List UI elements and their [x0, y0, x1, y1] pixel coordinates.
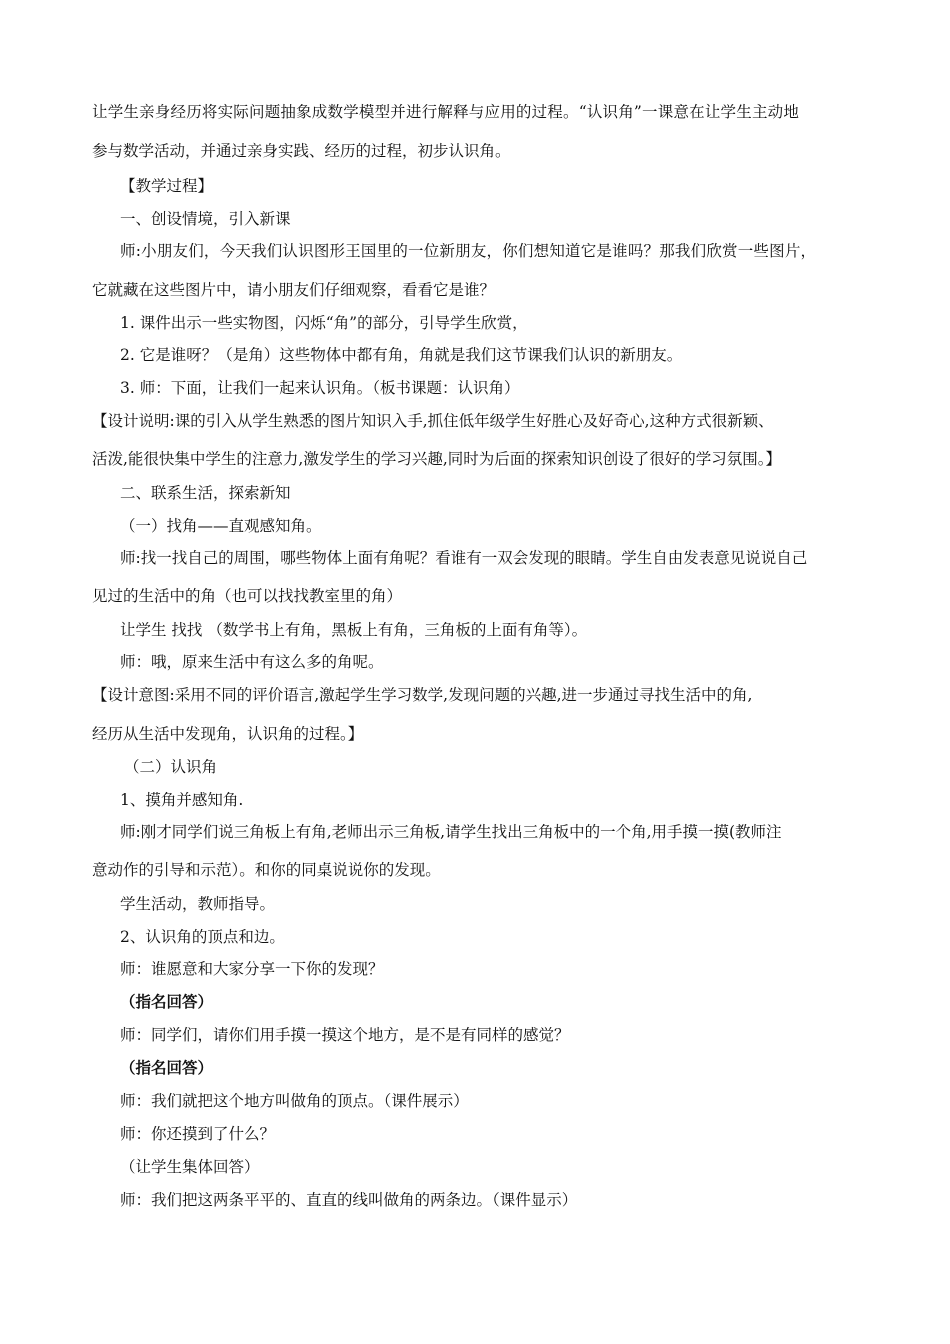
text-line: 学生活动，教师指导。 — [120, 895, 276, 913]
list-item: 2. 它是谁呀？（是角）这些物体中都有角，角就是我们这节课我们认识的新朋友。 — [120, 346, 683, 364]
design-note: 活泼,能很快集中学生的注意力,激发学生的学习兴趣,同时为后面的探索知识创设了很好的学习氛围。】 — [92, 450, 782, 468]
text-line: 1、摸角并感知角. — [120, 791, 244, 809]
text-line: 意动作的引导和示范）。和你的同桌说说你的发现。 — [92, 861, 441, 879]
text-line: 师:小朋友们，今天我们认识图形王国里的一位新朋友，你们想知道它是谁吗？那我们欣赏一些图片， — [120, 242, 817, 260]
bold-note: （指名回答） — [120, 992, 214, 1011]
list-item: 1. 课件出示一些实物图，闪烁“角”的部分，引导学生欣赏， — [120, 314, 528, 332]
section-heading: 【教学过程】 — [120, 177, 214, 195]
text-line: 师:找一找自己的周围，哪些物体上面有角呢？看谁有一双会发现的眼睛。学生自由发表意见说说自己 — [120, 549, 808, 567]
design-note: 经历从生活中发现角，认识角的过程。】 — [92, 725, 364, 743]
bold-note: （指名回答） — [120, 1058, 214, 1077]
text-line: 师：哦，原来生活中有这么多的角呢。 — [120, 653, 384, 671]
design-note: 【设计说明:课的引入从学生熟悉的图片知识入手,抓住低年级学生好胜心及好奇心,这种方式很新颖、 — [92, 412, 774, 430]
text-line: 师：谁愿意和大家分享一下你的发现？ — [120, 960, 384, 978]
text-line: 它就藏在这些图片中，请小朋友们仔细观察，看看它是谁？ — [92, 281, 496, 299]
list-item: 3. 师：下面，让我们一起来认识角。（板书课题：认识角） — [120, 379, 520, 397]
text-line: 师：同学们，请你们用手摸一摸这个地方，是不是有同样的感觉？ — [120, 1026, 570, 1044]
text-line: 参与数学活动，并通过亲身实践、经历的过程，初步认识角。 — [92, 142, 511, 160]
text-line: （让学生集体回答） — [120, 1158, 260, 1176]
text-line: 2、认识角的顶点和边。 — [120, 928, 285, 946]
text-line: 让学生亲身经历将实际问题抽象成数学模型并进行解释与应用的过程。“认识角”一课意在让学生主动地 — [92, 103, 800, 121]
section-heading: 一、创设情境，引入新课 — [120, 210, 291, 228]
text-line: 师:刚才同学们说三角板上有角,老师出示三角板,请学生找出三角板中的一个角,用手摸一摸(教师注 — [120, 823, 782, 841]
text-line: 师：我们把这两条平平的、直直的线叫做角的两条边。（课件显示） — [120, 1191, 578, 1209]
subsection-heading: （一）找角——直观感知角。 — [120, 517, 322, 535]
section-heading: 二、联系生活，探索新知 — [120, 484, 291, 502]
text-line: 见过的生活中的角（也可以找找教室里的角） — [92, 587, 403, 605]
text-line: 让学生 找找 （数学书上有角，黑板上有角，三角板的上面有角等）。 — [120, 621, 588, 639]
design-note: 【设计意图:采用不同的评价语言,激起学生学习数学,发现问题的兴趣,进一步通过寻找生活中的角, — [92, 686, 753, 704]
subsection-heading: （二）认识角 — [124, 758, 218, 776]
text-line: 师：你还摸到了什么？ — [120, 1125, 276, 1143]
text-line: 师：我们就把这个地方叫做角的顶点。（课件展示） — [120, 1092, 469, 1110]
